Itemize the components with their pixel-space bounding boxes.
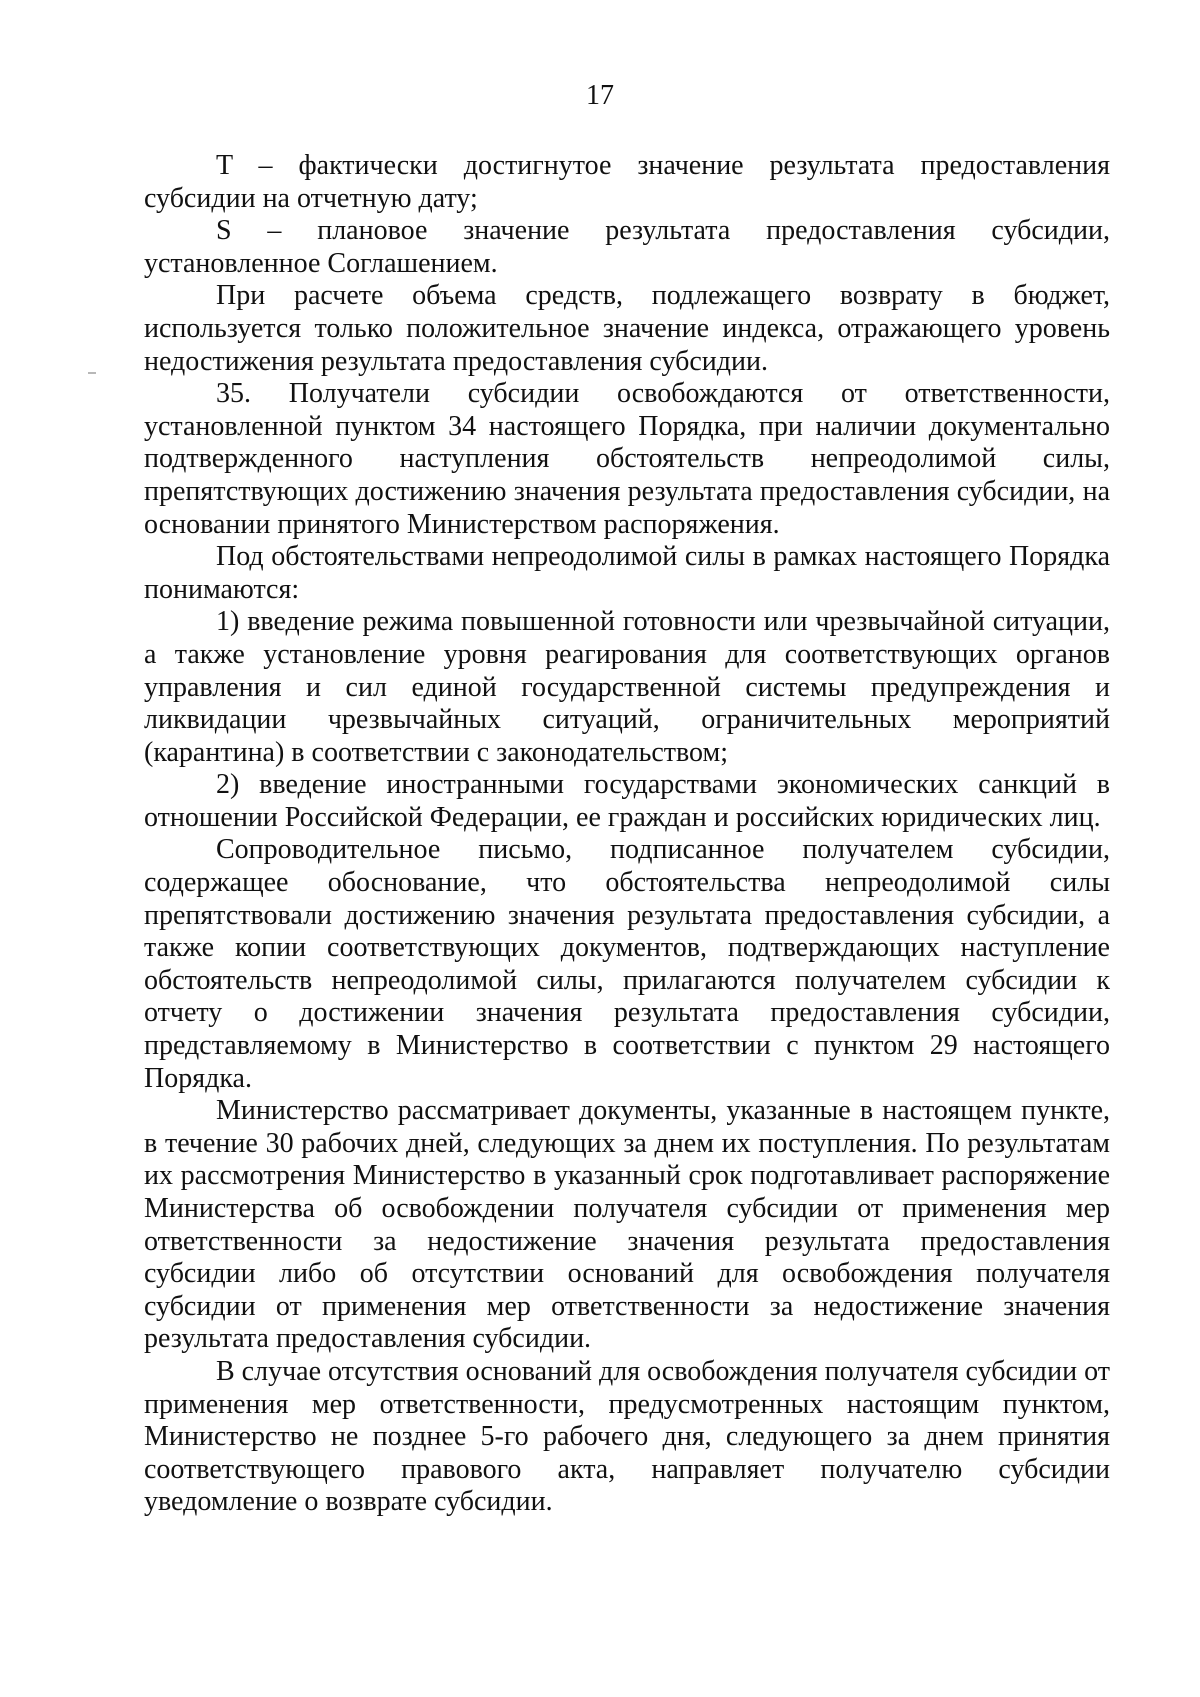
page-number: 17 xyxy=(586,80,614,111)
paragraph-refund-notice: В случае отсутствия оснований для освобождения получателя субсидии от применения мер ответственности, предусмотренных настоящим пунктом, Министерство не позднее 5-го рабочего дня, следующего за днем принятия соответствующего правового акта, направляет получателю субсидии уведомление о возврате субсидии. xyxy=(144,1355,1110,1518)
paragraph-clause-35: 35. Получатели субсидии освобождаются от ответственности, установленной пунктом 34 настоящего Порядка, при наличии документально подтвержденного наступления обстоятельств непреодолимой силы, препятствующих достижению значения результата предоставления субсидии, на основании принятого Министерством распоряжения. xyxy=(144,378,1110,540)
paragraph-list-item-2: 2) введение иностранными государствами экономических санкций в отношении Российской Федерации, ее граждан и российских юридических лиц. xyxy=(144,769,1110,833)
paragraph-index-usage: При расчете объема средств, подлежащего возврату в бюджет, используется только положительное значение индекса, отражающего уровень недостижения результата предоставления субсидии. xyxy=(144,280,1110,377)
paragraph-definition-s: S – плановое значение результата предоставления субсидии, установленное Соглашением. xyxy=(144,215,1110,279)
paragraph-definition-t: T – фактически достигнутое значение результата предоставления субсидии на отчетную дату; xyxy=(144,150,1110,214)
paragraph-force-majeure-intro: Под обстоятельствами непреодолимой силы в рамках настоящего Порядка понимаются: xyxy=(144,541,1110,605)
paragraph-cover-letter: Сопроводительное письмо, подписанное получателем субсидии, содержащее обоснование, что обстоятельства непреодолимой силы препятствовали достижению значения результата предоставления субсидии, а также копии соответствующих документов, подтверждающих наступление обстоятельств непреодолимой силы, прилагаются получателем субсидии к отчету о достижении значения результата предоставления субсидии, представляемому в Министерство в соответствии с пунктом 29 настоящего Порядка. xyxy=(144,834,1110,1094)
document-body xyxy=(144,150,1110,1519)
paragraph-list-item-1: 1) введение режима повышенной готовности или чрезвычайной ситуации, а также установление уровня реагирования для соответствующих органов управления и сил единой государственной системы предупреждения и ликвидации чрезвычайных ситуаций, ограничительных мероприятий (карантина) в соответствии с законодательством; xyxy=(144,606,1110,768)
paragraph-ministry-review: Министерство рассматривает документы, указанные в настоящем пункте, в течение 30 рабочих дней, следующих за днем их поступления. По результатам их рассмотрения Министерство в указанный срок подготавливает распоряжение Министерства об освобождении получателя субсидии от применения мер ответственности за недостижение значения результата предоставления субсидии либо об отсутствии оснований для освобождения получателя субсидии от применения мер ответственности за недостижение значения результата предоставления субсидии. xyxy=(144,1095,1110,1355)
margin-mark xyxy=(88,372,96,374)
